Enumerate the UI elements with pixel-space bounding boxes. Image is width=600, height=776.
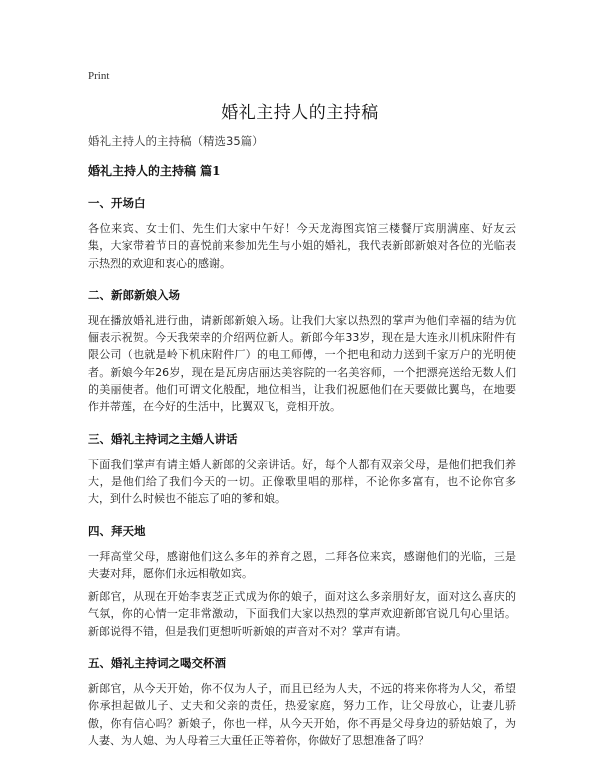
chapter-heading: 婚礼主持人的主持稿 篇1 [88, 164, 221, 178]
section-heading: 一、开场白 [88, 196, 146, 210]
section-paragraph: 各位来宾、女士们、先生们大家中午好！今天龙海图宾馆三楼餐厅宾朋满座、好友云集，大家带着节日的喜悦前来参加先生与小姐的婚礼，我代表新郎新娘对各位的光临表示热烈的欢迎和衷心的感谢。 [88, 222, 516, 270]
section-opening [88, 194, 516, 272]
document-body [88, 132, 516, 755]
section-paragraph: 新郎官，从现在开始李衷芝正式成为你的娘子，面对这么多亲朋好友，面对这么喜庆的气氛，你的心情一定非常激动，下面我们大家以热烈的掌声欢迎新郎官说几句心里话。新郎说得不错，但是我们更想听听新娘的声音对不对？掌声有请。 [88, 590, 516, 638]
section-heading: 五、婚礼主持词之喝交杯酒 [88, 656, 226, 671]
document-subtitle: 婚礼主持人的主持稿（精选35篇） [88, 134, 264, 148]
section-paragraph: 新郎官，从今天开始，你不仅为人子，而且已经为人夫，不远的将来你将为人父，希望你承担起做儿子、丈夫和父亲的责任，热爱家庭，努力工作，让父母放心，让妻儿骄傲，你有信心吗？新娘子，你也一样，从今天开始，你不再是父母身边的骄姑娘了，为人妻、为人媳、为人母着三大重任正等着你，你做好了思想准备了吗？ [88, 682, 516, 747]
section-heading: 四、拜天地 [88, 523, 146, 538]
section-bowing [88, 522, 516, 640]
section-entrance [88, 286, 516, 416]
section-paragraph: 下面我们掌声有请主婚人新郎的父亲讲话。好，每个人都有双亲父母，是他们把我们养大，是他们给了我们今天的一切。正像歌里唱的那样，不论你多富有，也不论你官多大，到什么时候也不能忘了咱的爹和娘。 [88, 457, 516, 506]
document-title: 婚礼主持人的主持稿 [221, 103, 379, 123]
section-officiant-speech [88, 430, 516, 508]
section-toast [88, 654, 516, 749]
print-label[interactable]: Print [88, 70, 110, 82]
section-heading: 三、婚礼主持词之主婚人讲话 [88, 431, 238, 446]
section-paragraph: 一拜高堂父母，感谢他们这么多年的养育之恩，二拜各位来宾，感谢他们的光临，三是夫妻对拜，愿你们永远相敬如宾。 [88, 549, 516, 580]
section-heading: 二、新郎新娘入场 [88, 287, 180, 302]
section-paragraph: 现在播放婚礼进行曲，请新郎新娘入场。让我们大家以热烈的掌声为他们幸福的结为伉俪表示祝贺。今天我荣幸的介绍两位新人。新郎今年33岁，现在是大连永川机床附件有限公司（也就是岭下机床附件厂）的电工师傅，一个把电和动力送到千家万户的光明使者。新娘今年26岁，现在是瓦房店丽达美容院的一名美容师，一个把漂亮送给无数人们的美丽使者。他们可谓文化般配，地位相当，让我们祝愿他们在天要做比翼鸟，在地要作并蒂莲，在今好的生活中，比翼双飞，竞相开放。 [88, 313, 516, 414]
